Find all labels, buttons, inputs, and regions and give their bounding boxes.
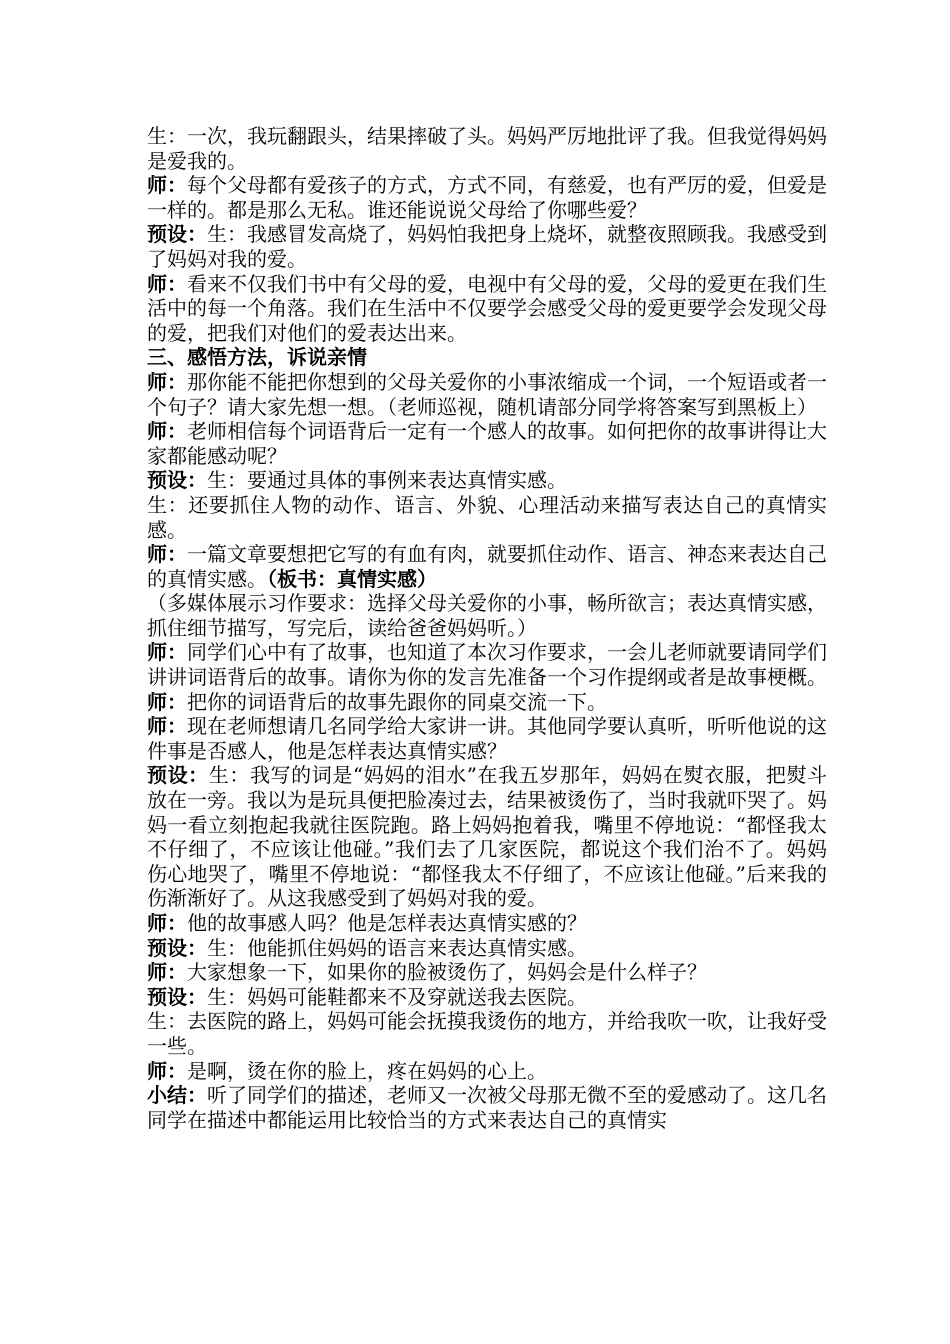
board-note: （板书：真情实感） bbox=[267, 566, 437, 591]
speaker-label: 小结： bbox=[147, 1083, 207, 1108]
paragraph-summary bbox=[147, 1083, 827, 1132]
paragraph-text: 一篇文章要想把它写的有血有肉，就要抓住动作、语言、神态来表达自己的真情实感。 bbox=[147, 542, 827, 591]
paragraph-student-story bbox=[147, 124, 827, 173]
speaker-label: 预设： bbox=[147, 763, 209, 788]
document-body bbox=[147, 124, 827, 1132]
paragraph-student bbox=[147, 493, 827, 542]
speaker-label: 师： bbox=[147, 960, 187, 985]
speaker-label: 预设： bbox=[147, 935, 207, 960]
paragraph-text: 同学们心中有了故事，也知道了本次习作要求，一会儿老师就要请同学们讲讲词语背后的故事。请你为你的发言先准备一个习作提纲或者是故事梗概。 bbox=[147, 640, 827, 690]
paragraph-text: 生：我写的词是“妈妈的泪水”在我五岁那年，妈妈在熨衣服，把熨斗放在一旁。我以为是玩具便把脸凑过去，结果被烫伤了，当时我就吓哭了。妈妈一看立刻抱起我就往医院跑。路上妈妈抱着我，嘴里不停地说：“都怪我太不仔细了，不应该让他碰。”我们去了几家医院，都说这个我们治不了。妈妈伤心地哭了，嘴里不停地说：“都怪我太不仔细了，不应该让他碰。”后来我的伤渐渐好了。从这我感受到了妈妈对我的爱。 bbox=[147, 763, 827, 911]
paragraph-teacher bbox=[147, 272, 827, 346]
paragraph-text: 听了同学们的描述，老师又一次被父母那无微不至的爱感动了。这几名同学在描述中都能运用比较恰当的方式来表达自己的真情实 bbox=[147, 1083, 827, 1132]
paragraph-teacher bbox=[147, 542, 827, 591]
paragraph-multimedia-note bbox=[147, 591, 827, 640]
paragraph-text: 老师相信每个词语背后一定有一个感人的故事。如何把你的故事讲得让大家都能感动呢？ bbox=[147, 419, 827, 468]
paragraph-text: 生：要通过具体的事例来表达真情实感。 bbox=[207, 468, 567, 493]
paragraph-teacher bbox=[147, 173, 827, 222]
speaker-label: 师： bbox=[147, 419, 187, 444]
paragraph-text: 现在老师想请几名同学给大家讲一讲。其他同学要认真听，听听他说的这件事是否感人，他是怎样表达真情实感？ bbox=[147, 714, 827, 763]
paragraph-teacher bbox=[147, 640, 827, 689]
speaker-label: 师： bbox=[147, 714, 187, 739]
paragraph-text: 是啊，烫在你的脸上，疼在妈妈的心上。 bbox=[187, 1058, 547, 1083]
paragraph-text: 那你能不能把你想到的父母关爱你的小事浓缩成一个词，一个短语或者一个句子？请大家先想一想。（老师巡视，随机请部分同学将答案写到黑板上） bbox=[147, 369, 827, 419]
paragraph-text: 生：我感冒发高烧了，妈妈怕我把身上烧坏，就整夜照顾我。我感受到了妈妈对我的爱。 bbox=[147, 222, 827, 271]
paragraph-teacher bbox=[147, 911, 827, 936]
paragraph-text: （多媒体展示习作要求：选择父母关爱你的小事，畅所欲言；表达真情实感，抓住细节描写，写完后，读给爸爸妈妈听。） bbox=[147, 591, 827, 640]
paragraph-teacher bbox=[147, 419, 827, 468]
paragraph-preset bbox=[147, 985, 827, 1010]
paragraph-preset bbox=[147, 763, 827, 911]
speaker-label: 师： bbox=[147, 911, 187, 935]
speaker-label: 预设： bbox=[147, 984, 207, 1009]
paragraph-teacher bbox=[147, 690, 827, 715]
paragraph-text: 每个父母都有爱孩子的方式，方式不同，有慈爱，也有严厉的爱，但爱是一样的。都是那么无私。谁还能说说父母给了你哪些爱？ bbox=[147, 173, 827, 222]
paragraph-teacher bbox=[147, 960, 827, 985]
paragraph-text: 大家想象一下，如果你的脸被烫伤了，妈妈会是什么样子？ bbox=[187, 960, 707, 985]
paragraph-preset bbox=[147, 468, 827, 493]
paragraph-student bbox=[147, 1009, 827, 1058]
speaker-label: 师： bbox=[147, 173, 187, 198]
paragraph-text: 生：去医院的路上，妈妈可能会抚摸我烫伤的地方，并给我吹一吹，让我好受一些。 bbox=[147, 1009, 827, 1058]
paragraph-text: 把你的词语背后的故事先跟你的同桌交流一下。 bbox=[187, 689, 607, 714]
paragraph-teacher bbox=[147, 370, 827, 419]
speaker-label: 预设： bbox=[147, 468, 207, 493]
paragraph-preset bbox=[147, 222, 827, 271]
paragraph-teacher bbox=[147, 714, 827, 763]
speaker-label: 师： bbox=[147, 271, 187, 296]
paragraph-text: 他的故事感人吗？他是怎样表达真情实感的？ bbox=[187, 911, 587, 935]
speaker-label: 师： bbox=[147, 369, 187, 394]
paragraph-text: 生：一次，我玩翻跟头，结果摔破了头。妈妈严厉地批评了我。但我觉得妈妈是爱我的。 bbox=[147, 124, 827, 173]
paragraph-text: 生：妈妈可能鞋都来不及穿就送我去医院。 bbox=[207, 984, 587, 1009]
paragraph-text: 生：还要抓住人物的动作、语言、外貌、心理活动来描写表达自己的真情实感。 bbox=[147, 492, 827, 542]
speaker-label: 师： bbox=[147, 640, 187, 665]
paragraph-text: 生：他能抓住妈妈的语言来表达真情实感。 bbox=[207, 935, 587, 960]
paragraph-text: 看来不仅我们书中有父母的爱，电视中有父母的爱，父母的爱更在我们生活中的每一个角落。我们在生活中不仅要学会感受父母的爱更要学会发现父母的爱，把我们对他们的爱表达出来。 bbox=[147, 271, 827, 345]
section-heading: 三、感悟方法，诉说亲情 bbox=[147, 345, 367, 370]
speaker-label: 预设： bbox=[147, 222, 207, 247]
speaker-label: 师： bbox=[147, 1058, 187, 1083]
paragraph-teacher bbox=[147, 1059, 827, 1084]
paragraph-preset bbox=[147, 936, 827, 961]
speaker-label: 师： bbox=[147, 689, 187, 714]
speaker-label: 师： bbox=[147, 542, 187, 567]
